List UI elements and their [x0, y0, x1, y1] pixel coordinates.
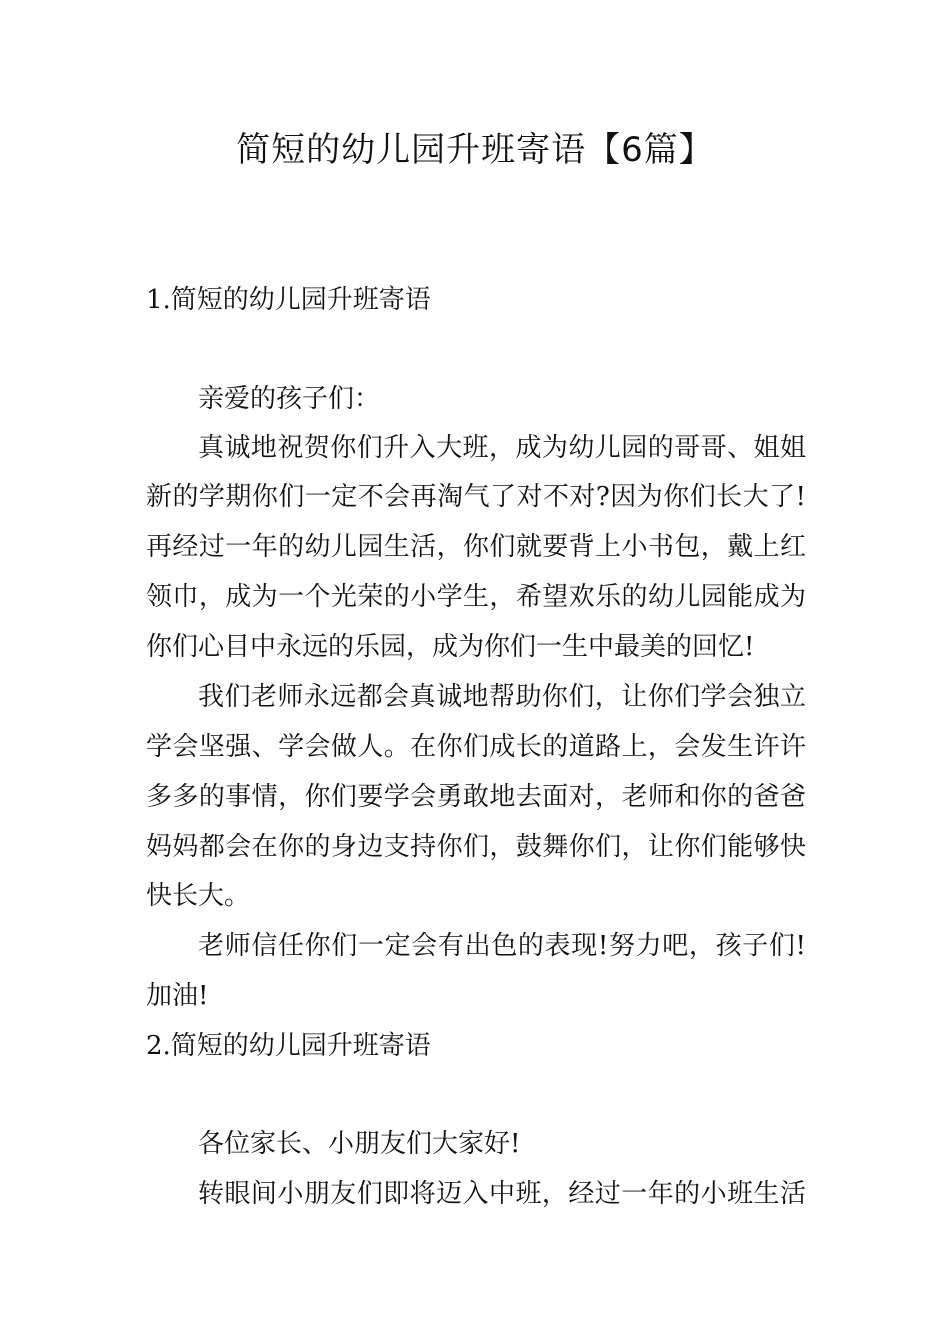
- section-1-greeting: 亲爱的孩子们：: [198, 384, 381, 414]
- section-2-greeting: 各位家长、小朋友们大家好!: [198, 1129, 521, 1159]
- section-1-paragraph-line: 再经过一年的幼儿园生活，你们就要背上小书包，戴上红: [146, 532, 806, 562]
- section-1-paragraph-line: 快长大。: [146, 881, 251, 911]
- section-1-paragraph-line: 我们老师永远都会真诚地帮助你们，让你们学会独立: [198, 682, 806, 712]
- section-1-paragraph-line: 学会坚强、学会做人。在你们成长的道路上，会发生许许: [146, 732, 806, 762]
- section-1-heading: 1.简短的幼儿园升班寄语: [146, 285, 431, 315]
- section-1-paragraph-line: 领巾，成为一个光荣的小学生，希望欢乐的幼儿园能成为: [146, 582, 806, 612]
- section-1-paragraph-line: 你们心目中永远的乐园，成为你们一生中最美的回忆!: [146, 632, 755, 662]
- section-1-paragraph-line: 妈妈都会在你的身边支持你们，鼓舞你们，让你们能够快: [146, 832, 806, 862]
- document-title: 简短的幼儿园升班寄语【6篇】: [236, 130, 714, 170]
- section-1-paragraph-line: 老师信任你们一定会有出色的表现!努力吧，孩子们!: [198, 931, 806, 961]
- section-1-paragraph-line: 多多的事情，你们要学会勇敢地去面对，老师和你的爸爸: [146, 782, 806, 812]
- section-1-paragraph-line: 真诚地祝贺你们升入大班，成为幼儿园的哥哥、姐姐: [198, 433, 806, 463]
- section-2-heading: 2.简短的幼儿园升班寄语: [146, 1031, 431, 1061]
- section-1-paragraph-line: 新的学期你们一定不会再淘气了对不对?因为你们长大了!: [146, 482, 806, 512]
- section-2-paragraph-line: 转眼间小朋友们即将迈入中班，经过一年的小班生活: [198, 1179, 806, 1209]
- section-1-paragraph-line: 加油!: [146, 981, 209, 1011]
